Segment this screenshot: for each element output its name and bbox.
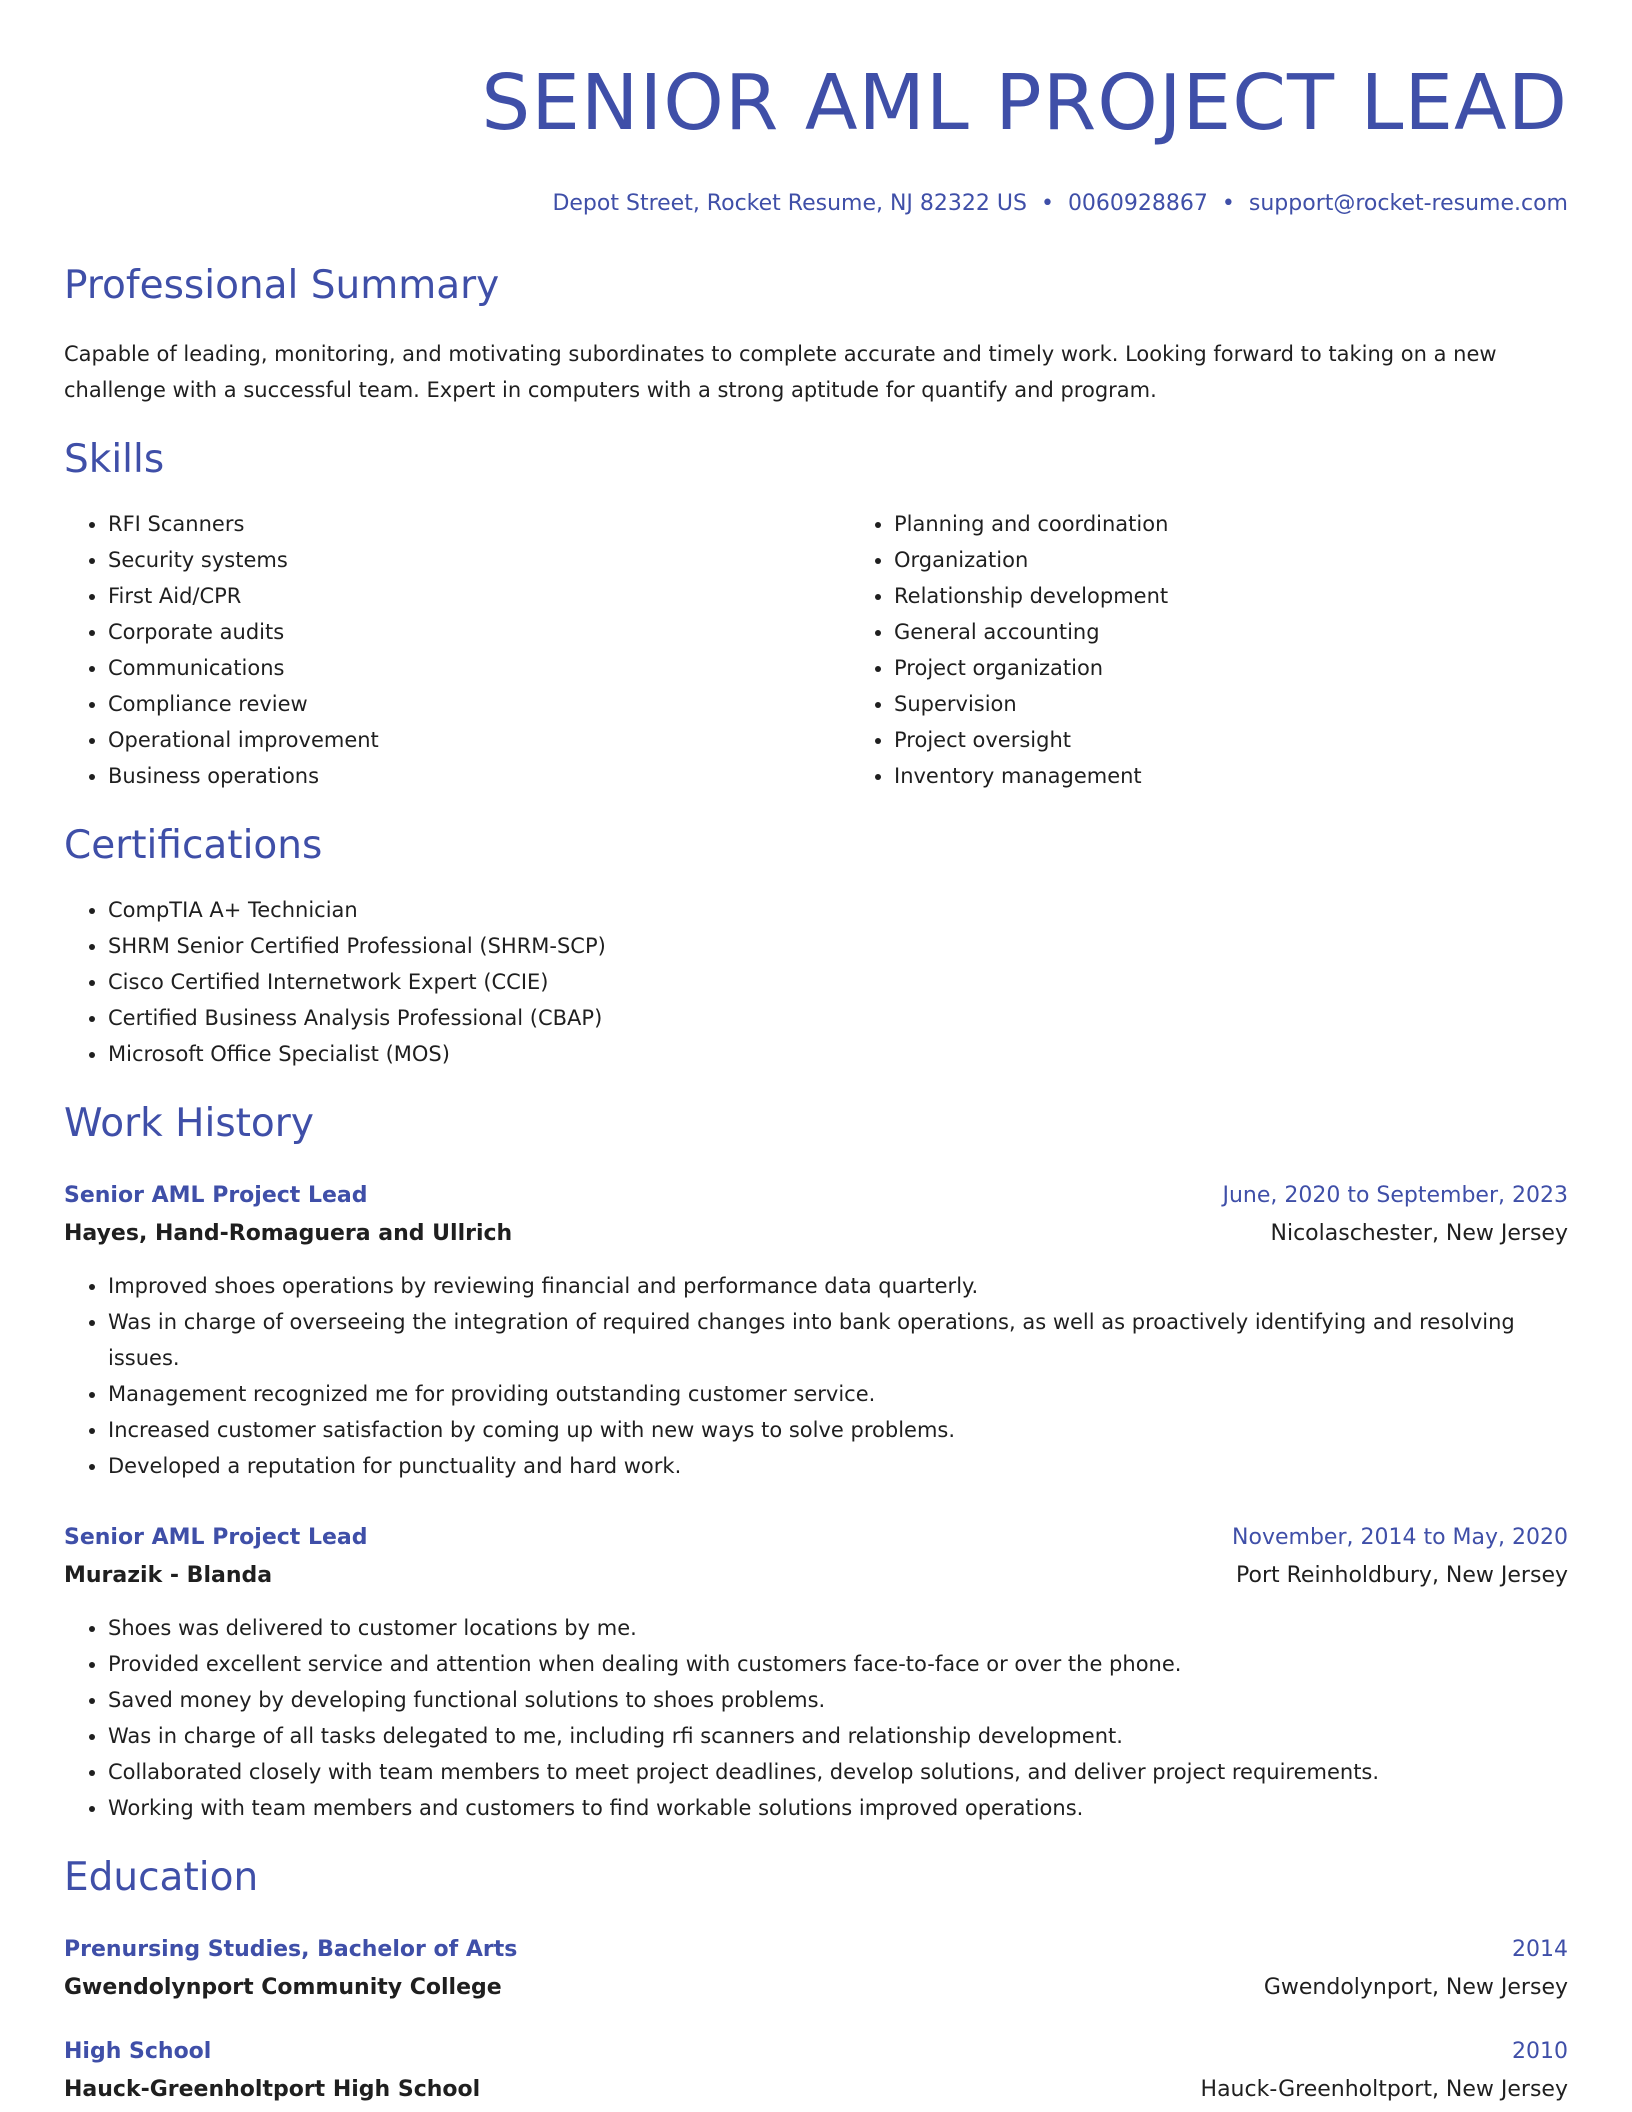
certification-item: • Cisco Certified Internetwork Expert (CCIE) bbox=[108, 964, 1568, 1000]
contact-address: Depot Street, Rocket Resume, NJ 82322 US bbox=[552, 191, 1027, 216]
skills-section bbox=[64, 434, 1568, 794]
contact-email: support@rocket-resume.com bbox=[1248, 191, 1568, 216]
summary-section bbox=[64, 260, 1568, 408]
skill-item: • Compliance review bbox=[108, 686, 850, 722]
job-role: Senior AML Project Lead bbox=[64, 1525, 368, 1550]
job-bullet: • Increased customer satisfaction by coming up with new ways to solve problems. bbox=[108, 1412, 1568, 1448]
job-company: Murazik - Blanda bbox=[64, 1563, 273, 1588]
education-degree: Prenursing Studies, Bachelor of Arts bbox=[64, 1937, 518, 1962]
skill-item: • General accounting bbox=[894, 614, 1632, 650]
certifications-section bbox=[64, 820, 1568, 1072]
certification-item: • SHRM Senior Certified Professional (SHRM-SCP) bbox=[108, 928, 1568, 964]
education-location: Gwendolynport, New Jersey bbox=[1263, 1975, 1568, 2000]
education-heading bbox=[64, 2034, 1568, 2070]
job-bullets bbox=[64, 1268, 1568, 1484]
resume-header bbox=[64, 0, 1568, 220]
certification-item: • Certified Business Analysis Professional (CBAP) bbox=[108, 1000, 1568, 1036]
job-bullet: • Shoes was delivered to customer locations by me. bbox=[108, 1610, 1568, 1646]
section-title-education: Education bbox=[64, 1855, 259, 1900]
contact-line bbox=[64, 188, 1568, 220]
job-bullets bbox=[64, 1610, 1568, 1826]
job-subheading bbox=[64, 1214, 1568, 1254]
job-bullet: • Was in charge of all tasks delegated to me, including rfi scanners and relationship development. bbox=[108, 1718, 1568, 1754]
education-subheading bbox=[64, 2070, 1568, 2110]
education-degree: High School bbox=[64, 2039, 212, 2064]
education-entry bbox=[64, 2034, 1568, 2110]
skill-item: • Relationship development bbox=[894, 578, 1632, 614]
skill-item: • Organization bbox=[894, 542, 1632, 578]
skill-item: • Project oversight bbox=[894, 722, 1632, 758]
skills-list-left bbox=[64, 506, 850, 794]
education-location: Hauck-Greenholtport, New Jersey bbox=[1200, 2077, 1568, 2102]
education-year: 2010 bbox=[1512, 2039, 1568, 2064]
certification-item: • Microsoft Office Specialist (MOS) bbox=[108, 1036, 1568, 1072]
job-bullet: • Developed a reputation for punctuality and hard work. bbox=[108, 1448, 1568, 1484]
skill-item: • Security systems bbox=[108, 542, 850, 578]
job-bullet: • Improved shoes operations by reviewing financial and performance data quarterly. bbox=[108, 1268, 1568, 1304]
skill-item: • Planning and coordination bbox=[894, 506, 1632, 542]
skills-columns bbox=[64, 506, 1568, 794]
skill-item: • Inventory management bbox=[894, 758, 1632, 794]
contact-separator: • bbox=[1040, 191, 1054, 216]
skill-item: • Project organization bbox=[894, 650, 1632, 686]
job-dates: November, 2014 to May, 2020 bbox=[1232, 1525, 1568, 1550]
section-title-summary: Professional Summary bbox=[64, 263, 500, 308]
education-year: 2014 bbox=[1512, 1937, 1568, 1962]
job-location: Port Reinholdbury, New Jersey bbox=[1236, 1563, 1568, 1588]
job-company: Hayes, Hand-Romaguera and Ullrich bbox=[64, 1221, 513, 1246]
contact-separator: • bbox=[1221, 191, 1235, 216]
job-bullet: • Collaborated closely with team members to meet project deadlines, develop solutions, and deliver project requirements. bbox=[108, 1754, 1568, 1790]
job-bullet: • Was in charge of overseeing the integration of required changes into bank operations, as well as proactively identifying and resolving issues. bbox=[108, 1304, 1568, 1376]
job-role: Senior AML Project Lead bbox=[64, 1183, 368, 1208]
education-school: Hauck-Greenholtport High School bbox=[64, 2077, 481, 2102]
education-subheading bbox=[64, 1968, 1568, 2008]
summary-text: Capable of leading, monitoring, and motivating subordinates to complete accurate and timely work. Looking forward to taking on a new challenge with a successful team. Expert in computers with a strong aptitude for quantify and program. bbox=[64, 342, 1497, 402]
job-bullet: • Management recognized me for providing outstanding customer service. bbox=[108, 1376, 1568, 1412]
job-entry bbox=[64, 1178, 1568, 1484]
job-location: Nicolaschester, New Jersey bbox=[1270, 1221, 1568, 1246]
education-school: Gwendolynport Community College bbox=[64, 1975, 502, 2000]
job-heading bbox=[64, 1178, 1568, 1214]
section-title-certifications: Certifications bbox=[64, 823, 323, 868]
certifications-list bbox=[64, 892, 1568, 1072]
page-title: SENIOR AML PROJECT LEAD bbox=[481, 59, 1568, 148]
work-history-section bbox=[64, 1098, 1568, 1826]
skill-item: • Supervision bbox=[894, 686, 1632, 722]
job-bullet: • Saved money by developing functional solutions to shoes problems. bbox=[108, 1682, 1568, 1718]
skill-item: • First Aid/CPR bbox=[108, 578, 850, 614]
education-section bbox=[64, 1852, 1568, 2110]
skill-item: • Corporate audits bbox=[108, 614, 850, 650]
skill-item: • Business operations bbox=[108, 758, 850, 794]
education-entry bbox=[64, 1932, 1568, 2008]
job-bullet: • Working with team members and customers to find workable solutions improved operations. bbox=[108, 1790, 1568, 1826]
job-entry bbox=[64, 1520, 1568, 1826]
contact-phone: 0060928867 bbox=[1067, 191, 1208, 216]
job-bullet: • Provided excellent service and attention when dealing with customers face-to-face or over the phone. bbox=[108, 1646, 1568, 1682]
skills-list-right bbox=[850, 506, 1632, 794]
section-title-work-history: Work History bbox=[64, 1101, 314, 1146]
certification-item: • CompTIA A+ Technician bbox=[108, 892, 1568, 928]
job-dates: June, 2020 to September, 2023 bbox=[1222, 1183, 1568, 1208]
skill-item: • Operational improvement bbox=[108, 722, 850, 758]
skill-item: • RFI Scanners bbox=[108, 506, 850, 542]
skill-item: • Communications bbox=[108, 650, 850, 686]
job-subheading bbox=[64, 1556, 1568, 1596]
education-heading bbox=[64, 1932, 1568, 1968]
job-heading bbox=[64, 1520, 1568, 1556]
section-title-skills: Skills bbox=[64, 437, 165, 482]
